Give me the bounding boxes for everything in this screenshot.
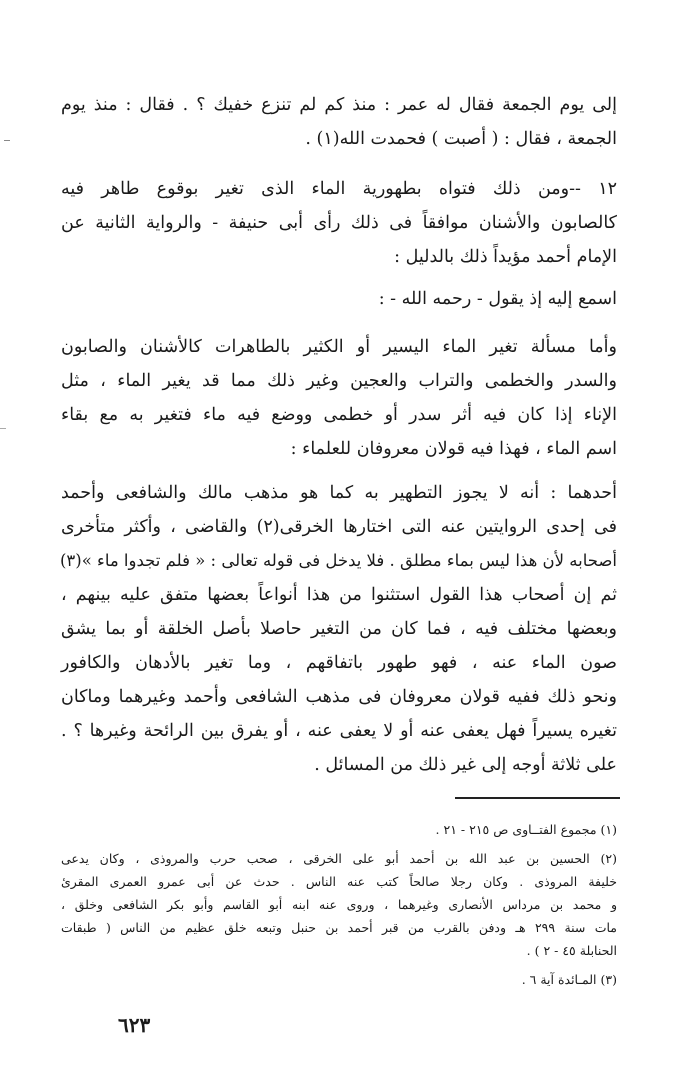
text-line: والسدر والخطمى والتراب والعجين وغير ذلك مما قد يغير الماء ، مثل <box>61 371 617 391</box>
text-line: تغيره يسيراً فهل يعفى عنه أو لا يعفى عنه ، أو يفرق بين الرائحة وغيرها ؟ . <box>61 721 617 741</box>
margin-tick <box>4 140 10 141</box>
paragraph-quote <box>61 330 617 466</box>
text-line: اسمع إليه إذ يقول - رحمه الله - : <box>378 289 617 309</box>
text-line: فى إحدى الروايتين عنه التى اختارها الخرقى(٢) والقاضى ، وأكثر متأخرى <box>61 517 617 537</box>
text-line: ثم إن أصحاب هذا القول استثنوا من هذا أنواعاً بعضها متفق عليه بينهم ، <box>61 585 617 605</box>
text-line: كالصابون والأشنان موافقاً فى ذلك رأى أبى حنيفة - والرواية الثانية عن <box>61 213 617 233</box>
text-line: على ثلاثة أوجه إلى غير ذلك من المسائل . <box>314 755 617 775</box>
quote-intro <box>61 282 617 316</box>
paragraph-item-12 <box>61 172 617 274</box>
page-number: ٦٢٣ <box>118 1013 151 1037</box>
text-line: أصحابه لأن هذا ليس بماء مطلق . فلا يدخل فى قوله تعالى : « فلم تجدوا ماء »(٣) <box>59 551 617 570</box>
footnote-line: مات سنة ٢٩٩ هـ ودفن بالقرب من قبر أحمد بن حنبل وتبعه خلق عظيم من الناس ( طبقات <box>61 920 617 935</box>
footnote-3 <box>61 968 617 991</box>
paragraph-continuation <box>61 88 617 156</box>
text-line: ونحو ذلك ففيه قولان معروفان فى مذهب الشافعى وأحمد وغيرهما وماكان <box>61 687 617 707</box>
text-line: اسم الماء ، فهذا فيه قولان معروفان للعلماء : <box>290 439 617 459</box>
footnote-1 <box>61 818 617 841</box>
footnote-line: الحنابلة ٤٥ - ٢ ) . <box>526 943 617 958</box>
text-line: أحدهما : أنه لا يجوز التطهير به كما هو مذهب مالك والشافعى وأحمد <box>61 483 617 503</box>
text-line: وبعضها مختلف فيه ، فما كان من التغير حاصلا بأصل الخلقة أو بما يشق <box>61 619 617 639</box>
text-line: الإناء إذا كان فيه أثر سدر أو خطمى ووضع فيه ماء فتغير به مع بقاء <box>61 405 617 425</box>
text-line: الجمعة ، فقال : ( أصبت ) فحمدت الله(١) . <box>305 129 617 149</box>
footnote-line: (١) مجموع الفتــاوى ص ٢١٥ - ٢١ . <box>435 822 617 837</box>
footnote-line: (٢) الحسين بن عبد الله بن أحمد أبو على الخرقى ، صحب حرب والمروذى ، وكان يدعى <box>61 851 617 866</box>
text-line: صون الماء عنه ، فهو طهور باتفاقهم ، وما تغير بالأدهان والكافور <box>61 653 617 673</box>
footnote-separator <box>455 797 620 799</box>
margin-tick <box>0 428 6 429</box>
footnote-line: خليفة المروذى . وكان رجلا صالحاً كتب عنه الناس . حدث عن أبى عمرو العمرى المقرئ <box>61 874 617 889</box>
text-line: وأما مسألة تغير الماء اليسير أو الكثير بالطاهرات كالأشنان والصابون <box>61 337 617 357</box>
text-line: الإمام أحمد مؤيداً ذلك بالدليل : <box>394 247 617 267</box>
text-line: إلى يوم الجمعة فقال له عمر : منذ كم لم تنزع خفيك ؟ . فقال : منذ يوم <box>61 95 617 115</box>
paragraph-first-opinion <box>61 476 617 782</box>
footnote-line: و محمد بن مرداس الأنصارى وغيرهما ، وروى عنه ابنه أبو القاسم وأبو بكر الشافعى وخلق ، <box>61 897 617 912</box>
footnote-2 <box>61 847 617 962</box>
footnote-line: (٣) المـائدة آية ٦ . <box>521 972 617 987</box>
text-line: ١٢ --ومن ذلك فتواه بطهورية الماء الذى تغير بوقوع طاهر فيه <box>61 179 617 199</box>
